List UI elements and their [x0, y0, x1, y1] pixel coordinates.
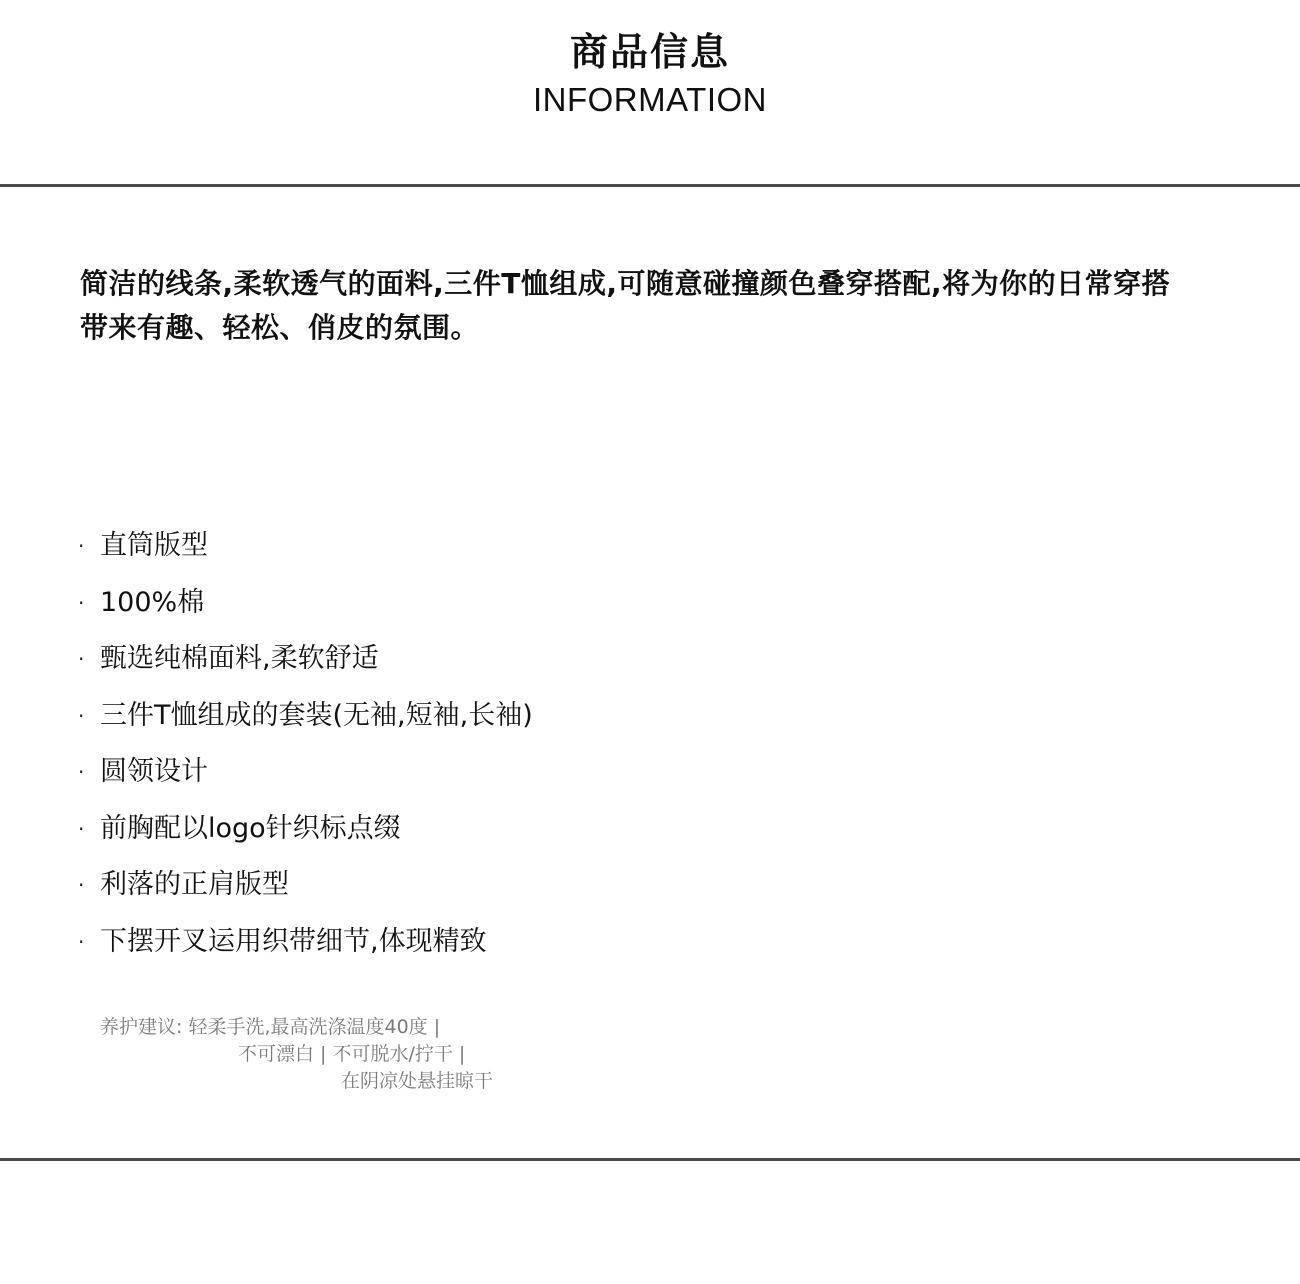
list-item [78, 857, 978, 914]
top-divider [0, 184, 1300, 187]
list-item [78, 914, 978, 971]
bullet-icon: · [78, 873, 85, 898]
bullet-icon: · [78, 929, 85, 954]
list-item [78, 688, 978, 745]
page-subtitle: INFORMATION [532, 81, 768, 118]
bullet-icon: · [78, 816, 85, 841]
bullet-icon: · [78, 760, 85, 785]
description-line: 带来有趣、轻松、俏皮的氛围。 [80, 311, 480, 344]
list-item [78, 518, 978, 575]
bullet-icon: · [78, 534, 85, 559]
feature-text: 下摆开叉运用织带细节,体现精致 [100, 925, 487, 957]
feature-text: 三件T恤组成的套装(无袖,短袖,长袖) [100, 699, 533, 731]
page-title: 商品信息 [569, 30, 730, 74]
bottom-divider [0, 1158, 1300, 1161]
care-line: 养护建议: 轻柔手洗,最高洗涤温度40度 | [100, 1016, 441, 1038]
product-description [80, 262, 1270, 350]
feature-list [78, 518, 978, 970]
list-item [78, 575, 978, 632]
list-item [78, 801, 978, 858]
description-line: 简洁的线条,柔软透气的面料,三件T恤组成,可随意碰撞颜色叠穿搭配,将为你的日常穿搭 [80, 267, 1171, 300]
care-line: 不可漂白 | 不可脱水/拧干 | [238, 1043, 466, 1065]
list-item [78, 631, 978, 688]
bullet-icon: · [78, 647, 85, 672]
feature-text: 直筒版型 [100, 530, 208, 562]
header [0, 0, 1300, 186]
feature-text: 前胸配以logo针织标点缀 [100, 812, 401, 844]
bullet-icon: · [78, 703, 85, 728]
list-item [78, 744, 978, 801]
care-line: 在阴凉处悬挂晾干 [341, 1070, 494, 1092]
feature-text: 圆领设计 [100, 756, 208, 788]
feature-text: 利落的正肩版型 [100, 869, 289, 901]
bullet-icon: · [78, 590, 85, 615]
feature-text: 甄选纯棉面料,柔软舒适 [100, 643, 379, 675]
care-instructions [100, 1014, 700, 1095]
feature-text: 100%棉 [100, 586, 205, 618]
